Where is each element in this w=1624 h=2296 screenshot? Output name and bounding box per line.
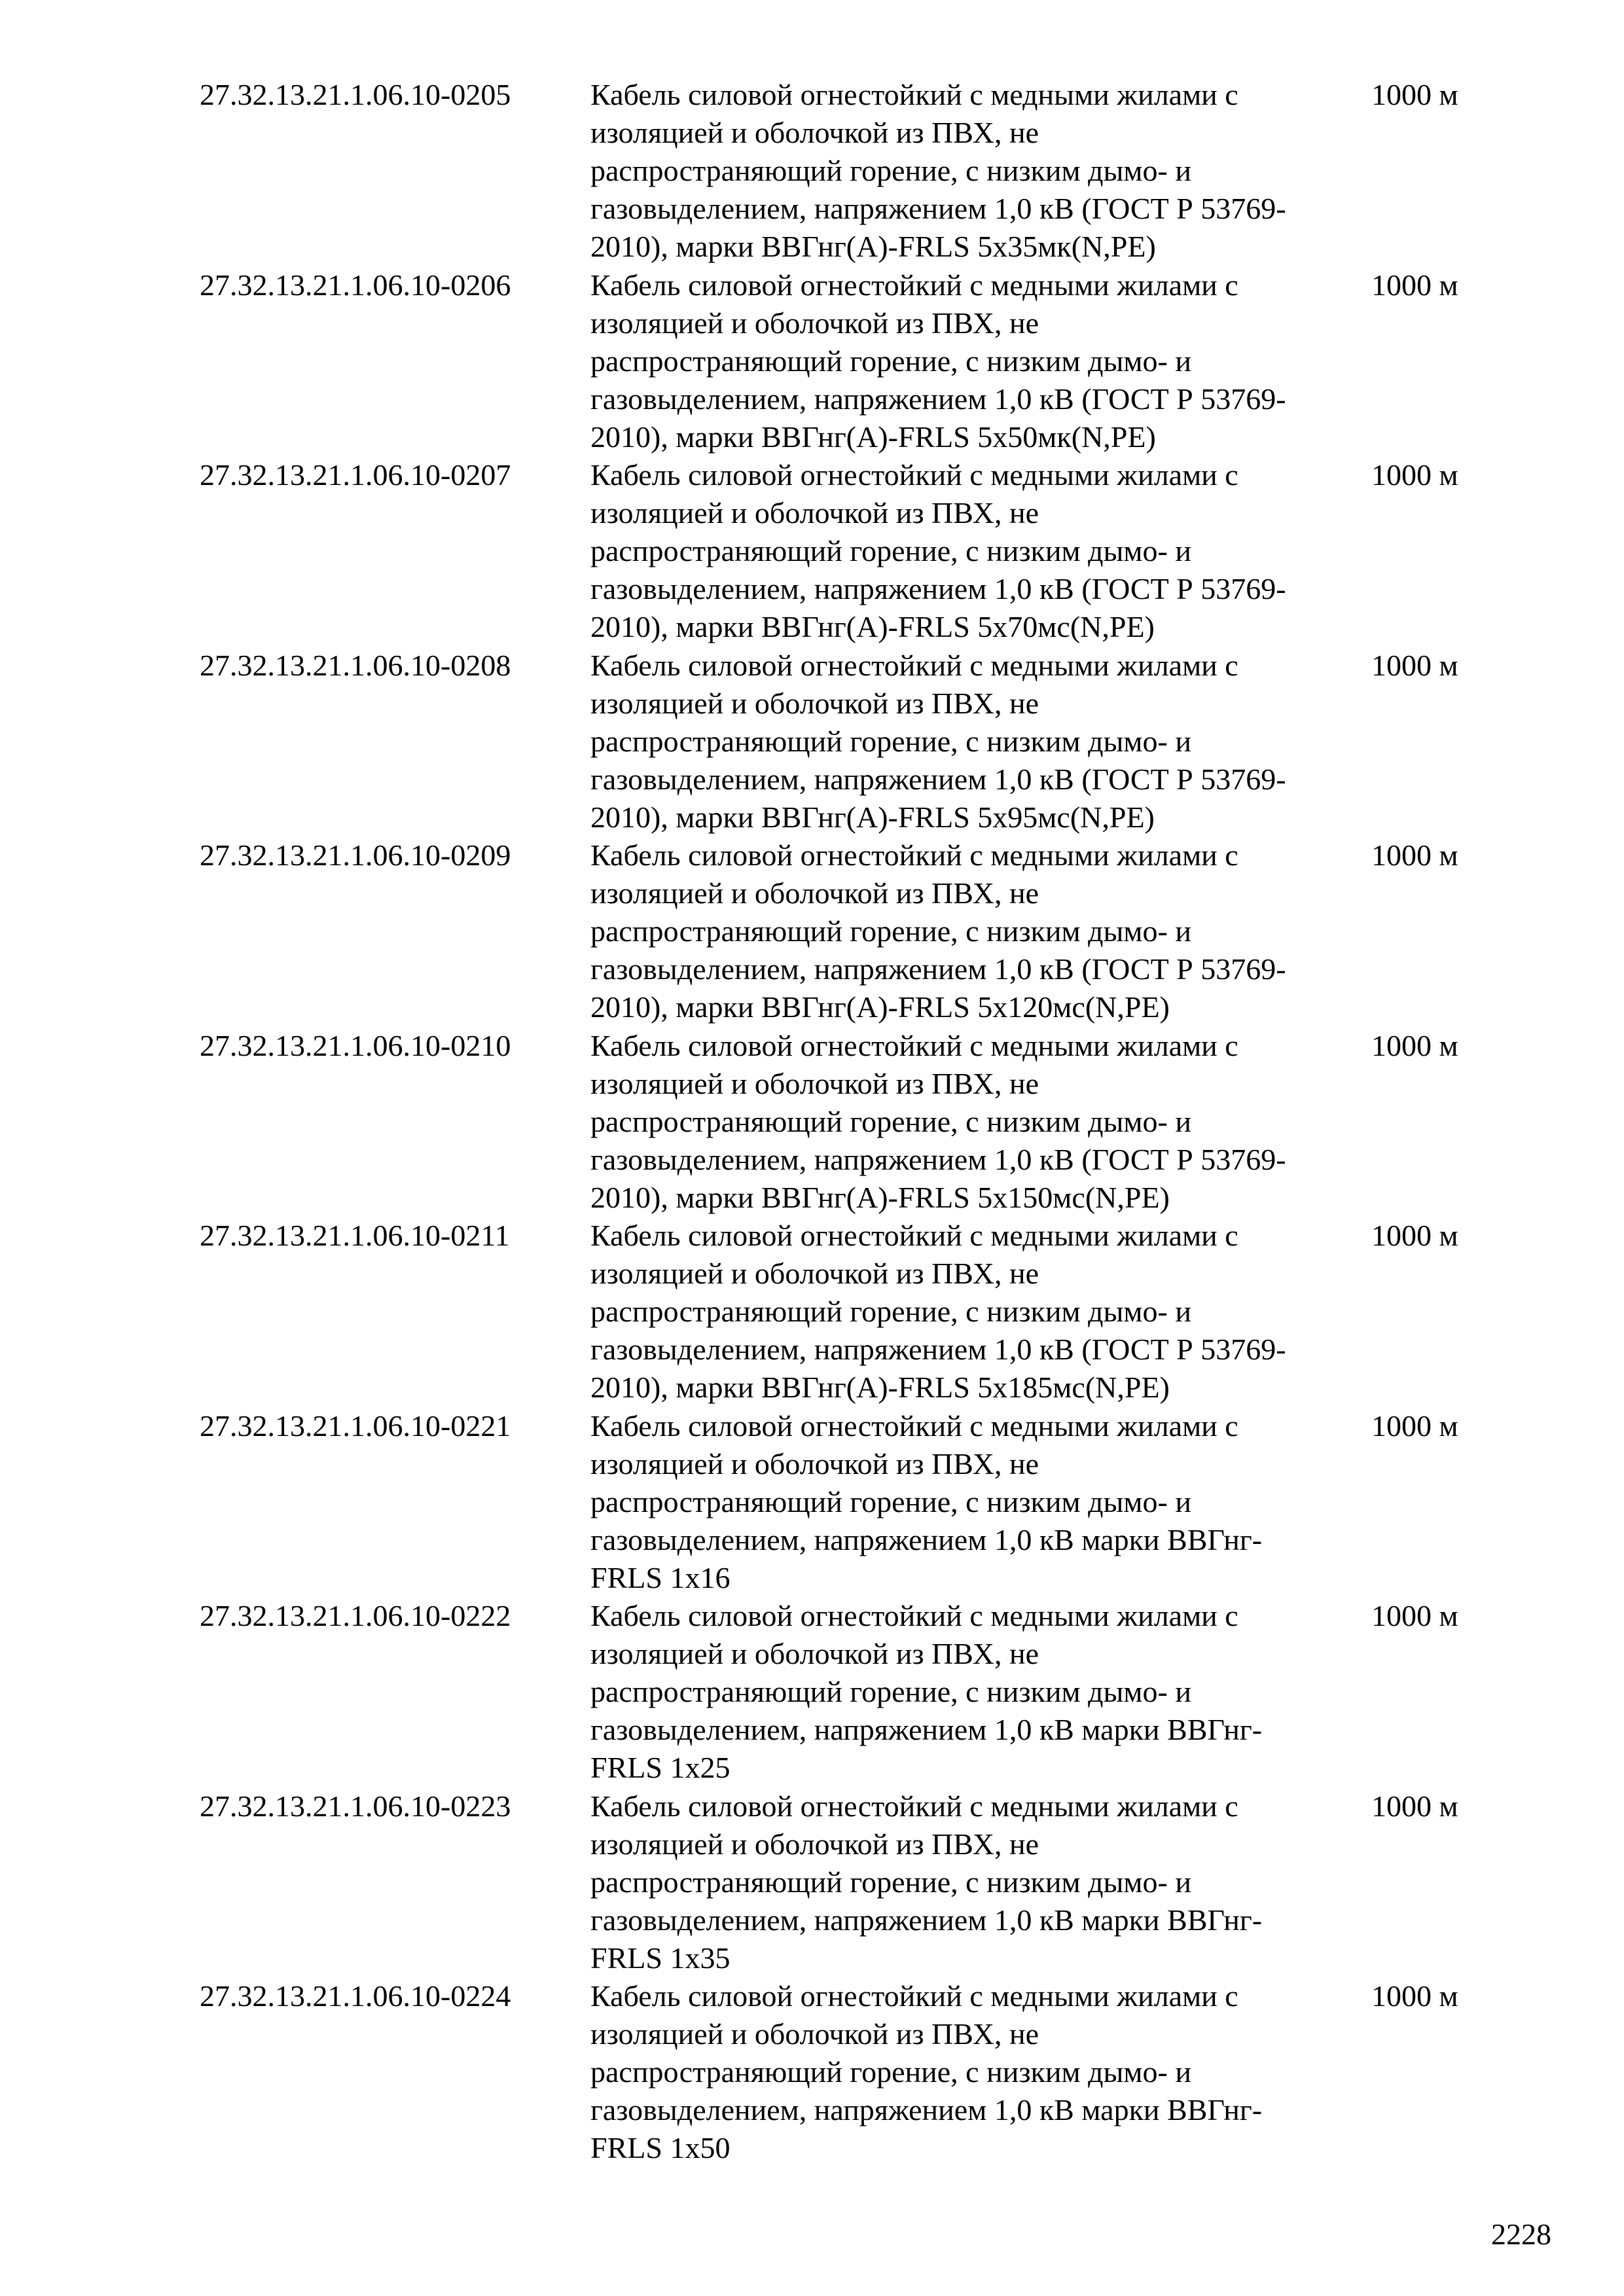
resource-description: [590, 1407, 1262, 1597]
description-line: газовыделением, напряжением 1,0 кВ марки ВВГнг-: [590, 1903, 1263, 1937]
description-line: FRLS 1х50: [590, 2131, 731, 2165]
resource-entry: [0, 266, 1624, 457]
resource-description: [590, 76, 1286, 266]
description-line: Кабель силовой огнестойкий с медными жилами с: [590, 1979, 1238, 2013]
description-line: распространяющий горение, с низким дымо- и: [590, 344, 1191, 378]
resource-entry: [0, 1787, 1624, 1978]
description-line: распространяющий горение, с низким дымо- и: [590, 914, 1191, 948]
description-line: распространяющий горение, с низким дымо- и: [590, 154, 1191, 188]
description-line: Кабель силовой огнестойкий с медными жилами с: [590, 78, 1238, 111]
description-line: 2010), марки ВВГнг(А)-FRLS 5х150мс(N,PE): [590, 1180, 1170, 1214]
resource-code: 27.32.13.21.1.06.10-0221: [200, 1408, 511, 1443]
resource-code: 27.32.13.21.1.06.10-0208: [200, 648, 511, 682]
description-line: 2010), марки ВВГнг(А)-FRLS 5х95мс(N,PE): [590, 800, 1155, 834]
description-line: газовыделением, напряжением 1,0 кВ (ГОСТ Р 53769-: [590, 572, 1286, 606]
description-line: изоляцией и оболочкой из ПВХ, не: [590, 1827, 1039, 1861]
resource-unit: 1000 м: [1371, 1219, 1458, 1252]
description-line: Кабель силовой огнестойкий с медными жилами с: [590, 1408, 1238, 1443]
description-line: изоляцией и оболочкой из ПВХ, не: [590, 876, 1039, 910]
resource-entry-list: [0, 76, 1624, 2168]
description-line: изоляцией и оболочкой из ПВХ, не: [590, 1257, 1039, 1291]
description-line: газовыделением, напряжением 1,0 кВ марки ВВГнг-: [590, 1522, 1263, 1556]
description-line: FRLS 1х25: [590, 1751, 731, 1785]
resource-code: 27.32.13.21.1.06.10-0206: [200, 268, 511, 302]
description-line: Кабель силовой огнестойкий с медными жилами с: [590, 838, 1238, 872]
resource-entry: [0, 1027, 1624, 1217]
resource-entry: [0, 1217, 1624, 1407]
resource-entry: [0, 647, 1624, 837]
description-line: Кабель силовой огнестойкий с медными жилами с: [590, 1219, 1238, 1252]
description-line: изоляцией и оболочкой из ПВХ, не: [590, 1446, 1039, 1480]
resource-unit: 1000 м: [1371, 1979, 1458, 2013]
resource-code: 27.32.13.21.1.06.10-0211: [200, 1219, 510, 1252]
description-line: распространяющий горение, с низким дымо- и: [590, 1675, 1191, 1709]
description-line: 2010), марки ВВГнг(А)-FRLS 5х120мс(N,PE): [590, 990, 1170, 1024]
resource-code: 27.32.13.21.1.06.10-0222: [200, 1599, 511, 1632]
description-line: распространяющий горение, с низким дымо- и: [590, 724, 1191, 758]
resource-code: 27.32.13.21.1.06.10-0209: [200, 838, 511, 872]
resource-unit: 1000 м: [1371, 458, 1458, 492]
resource-description: [590, 456, 1286, 646]
description-line: изоляцией и оболочкой из ПВХ, не: [590, 1637, 1039, 1671]
description-line: газовыделением, напряжением 1,0 кВ (ГОСТ Р 53769-: [590, 382, 1286, 416]
resource-entry: [0, 836, 1624, 1027]
description-line: 2010), марки ВВГнг(А)-FRLS 5х185мс(N,PE): [590, 1371, 1170, 1405]
page-number: 2228: [1491, 2217, 1551, 2251]
description-line: распространяющий горение, с низким дымо- и: [590, 2055, 1191, 2089]
resource-description: [590, 1597, 1262, 1787]
description-line: 2010), марки ВВГнг(А)-FRLS 5х50мк(N,PE): [590, 420, 1156, 454]
description-line: газовыделением, напряжением 1,0 кВ (ГОСТ Р 53769-: [590, 762, 1286, 796]
description-line: Кабель силовой огнестойкий с медными жилами с: [590, 458, 1238, 492]
resource-unit: 1000 м: [1371, 268, 1458, 302]
resource-unit: 1000 м: [1371, 1789, 1458, 1823]
resource-entry: [0, 1977, 1624, 2168]
description-line: FRLS 1х16: [590, 1560, 731, 1594]
resource-entry: [0, 1407, 1624, 1598]
description-line: изоляцией и оболочкой из ПВХ, не: [590, 686, 1039, 720]
resource-description: [590, 1217, 1286, 1407]
resource-description: [590, 1977, 1262, 2167]
resource-code: 27.32.13.21.1.06.10-0224: [200, 1979, 511, 2013]
resource-unit: 1000 м: [1371, 1408, 1458, 1443]
description-line: распространяющий горение, с низким дымо- и: [590, 1484, 1191, 1518]
description-line: распространяющий горение, с низким дымо- и: [590, 1865, 1191, 1899]
description-line: газовыделением, напряжением 1,0 кВ (ГОСТ Р 53769-: [590, 1142, 1286, 1176]
description-line: газовыделением, напряжением 1,0 кВ (ГОСТ Р 53769-: [590, 952, 1286, 986]
resource-unit: 1000 м: [1371, 648, 1458, 682]
resource-code: 27.32.13.21.1.06.10-0205: [200, 78, 511, 111]
description-line: распространяющий горение, с низким дымо- и: [590, 534, 1191, 568]
description-line: Кабель силовой огнестойкий с медными жилами с: [590, 1789, 1238, 1823]
description-line: 2010), марки ВВГнг(А)-FRLS 5х35мк(N,PE): [590, 230, 1156, 264]
description-line: газовыделением, напряжением 1,0 кВ марки ВВГнг-: [590, 1713, 1263, 1747]
description-line: Кабель силовой огнестойкий с медными жилами с: [590, 1599, 1238, 1632]
description-line: распространяющий горение, с низким дымо- и: [590, 1295, 1191, 1329]
description-line: распространяющий горение, с низким дымо- и: [590, 1104, 1191, 1138]
description-line: газовыделением, напряжением 1,0 кВ (ГОСТ Р 53769-: [590, 1333, 1286, 1367]
description-line: изоляцией и оболочкой из ПВХ, не: [590, 496, 1039, 530]
resource-description: [590, 1787, 1262, 1977]
description-line: Кабель силовой огнестойкий с медными жилами с: [590, 1028, 1238, 1062]
description-line: изоляцией и оболочкой из ПВХ, не: [590, 1066, 1039, 1100]
resource-unit: 1000 м: [1371, 1599, 1458, 1632]
description-line: изоляцией и оболочкой из ПВХ, не: [590, 306, 1039, 340]
resource-description: [590, 836, 1286, 1026]
resource-description: [590, 647, 1286, 836]
resource-code: 27.32.13.21.1.06.10-0210: [200, 1028, 511, 1062]
description-line: изоляцией и оболочкой из ПВХ, не: [590, 2017, 1039, 2051]
resource-unit: 1000 м: [1371, 78, 1458, 111]
resource-entry: [0, 456, 1624, 647]
resource-unit: 1000 м: [1371, 1028, 1458, 1062]
resource-description: [590, 266, 1286, 456]
description-line: газовыделением, напряжением 1,0 кВ марки ВВГнг-: [590, 2093, 1263, 2127]
description-line: Кабель силовой огнестойкий с медными жилами с: [590, 268, 1238, 302]
resource-entry: [0, 1597, 1624, 1787]
description-line: FRLS 1х35: [590, 1941, 731, 1975]
resource-description: [590, 1027, 1286, 1217]
resource-entry: [0, 76, 1624, 266]
description-line: Кабель силовой огнестойкий с медными жилами с: [590, 648, 1238, 682]
resource-code: 27.32.13.21.1.06.10-0223: [200, 1789, 511, 1823]
resource-unit: 1000 м: [1371, 838, 1458, 872]
description-line: изоляцией и оболочкой из ПВХ, не: [590, 116, 1039, 150]
description-line: 2010), марки ВВГнг(А)-FRLS 5х70мс(N,PE): [590, 610, 1155, 644]
description-line: газовыделением, напряжением 1,0 кВ (ГОСТ Р 53769-: [590, 192, 1286, 226]
resource-code: 27.32.13.21.1.06.10-0207: [200, 458, 511, 492]
